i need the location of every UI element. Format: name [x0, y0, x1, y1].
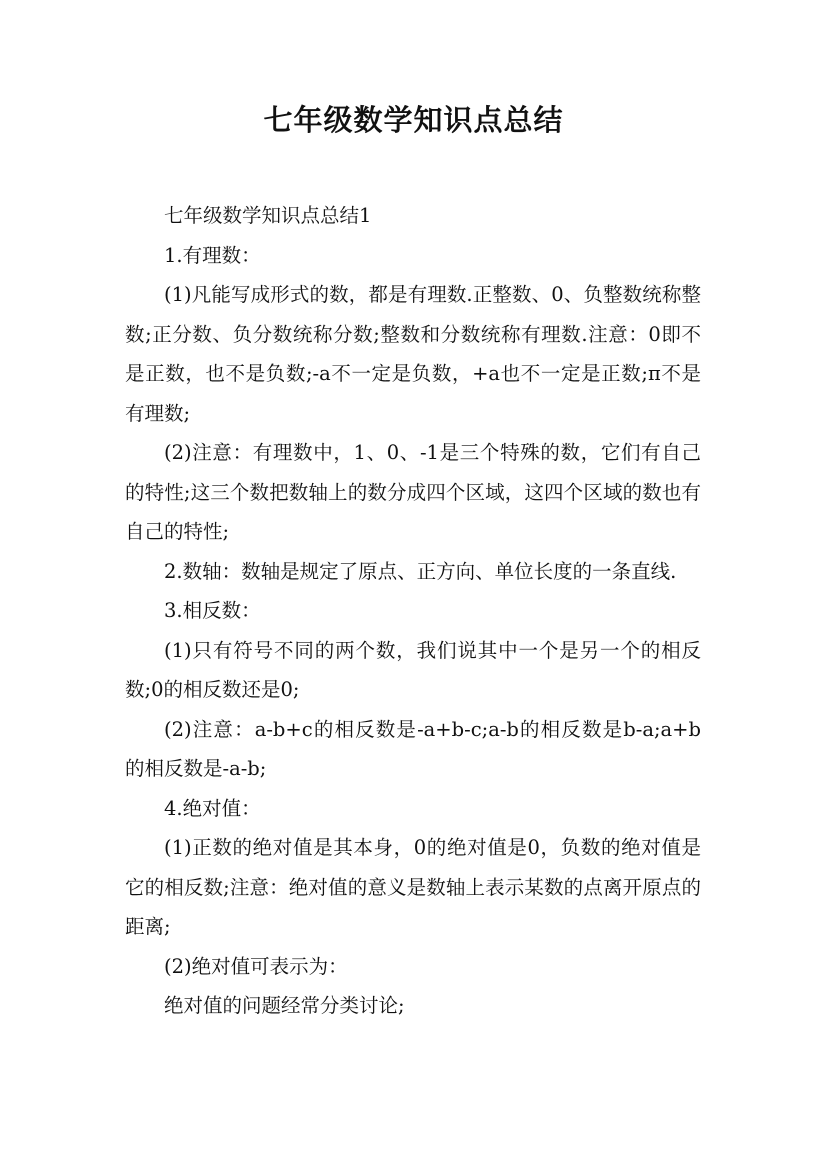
paragraph-absolute-3: 绝对值的问题经常分类讨论; — [164, 994, 405, 1017]
document-title: 七年级数学知识点总结 — [263, 103, 564, 137]
paragraph-opposite-2: (2)注意：a-b+c的相反数是-a+b-c;a-b的相反数是b-a;a+b的相反数是-a-b; — [125, 717, 701, 780]
paragraph-rational-2: (2)注意：有理数中，1、0、-1是三个特殊的数，它们有自己的特性;这三个数把数轴上的数分成四个区域，这四个区域的数也有自己的特性; — [125, 441, 701, 543]
paragraph-heading: 七年级数学知识点总结1 — [164, 204, 372, 227]
paragraph-absolute-2: (2)绝对值可表示为： — [164, 954, 348, 978]
paragraph-number-line: 2.数轴：数轴是规定了原点、正方向、单位长度的一条直线. — [164, 559, 677, 583]
paragraph-absolute-1: (1)正数的绝对值是其本身，0的绝对值是0，负数的绝对值是它的相反数;注意：绝对值的意义是数轴上表示某数的点离开原点的距离; — [125, 836, 701, 938]
paragraph-opposite-1: (1)只有符号不同的两个数，我们说其中一个是另一个的相反数;0的相反数还是0; — [125, 638, 701, 701]
document-body — [125, 196, 701, 1026]
paragraph-rational-numbers: 1.有理数： — [164, 243, 261, 267]
paragraph-opposite-numbers: 3.相反数： — [164, 599, 261, 622]
paragraph-absolute-value: 4.绝对值： — [164, 796, 261, 820]
paragraph-rational-1: (1)凡能写成形式的数，都是有理数.正整数、0、负整数统称整数;正分数、负分数统称分数;整数和分数统称有理数.注意：0即不是正数，也不是负数;-a不一定是负数，+a也不一定是正数;π不是有理数; — [125, 283, 701, 425]
